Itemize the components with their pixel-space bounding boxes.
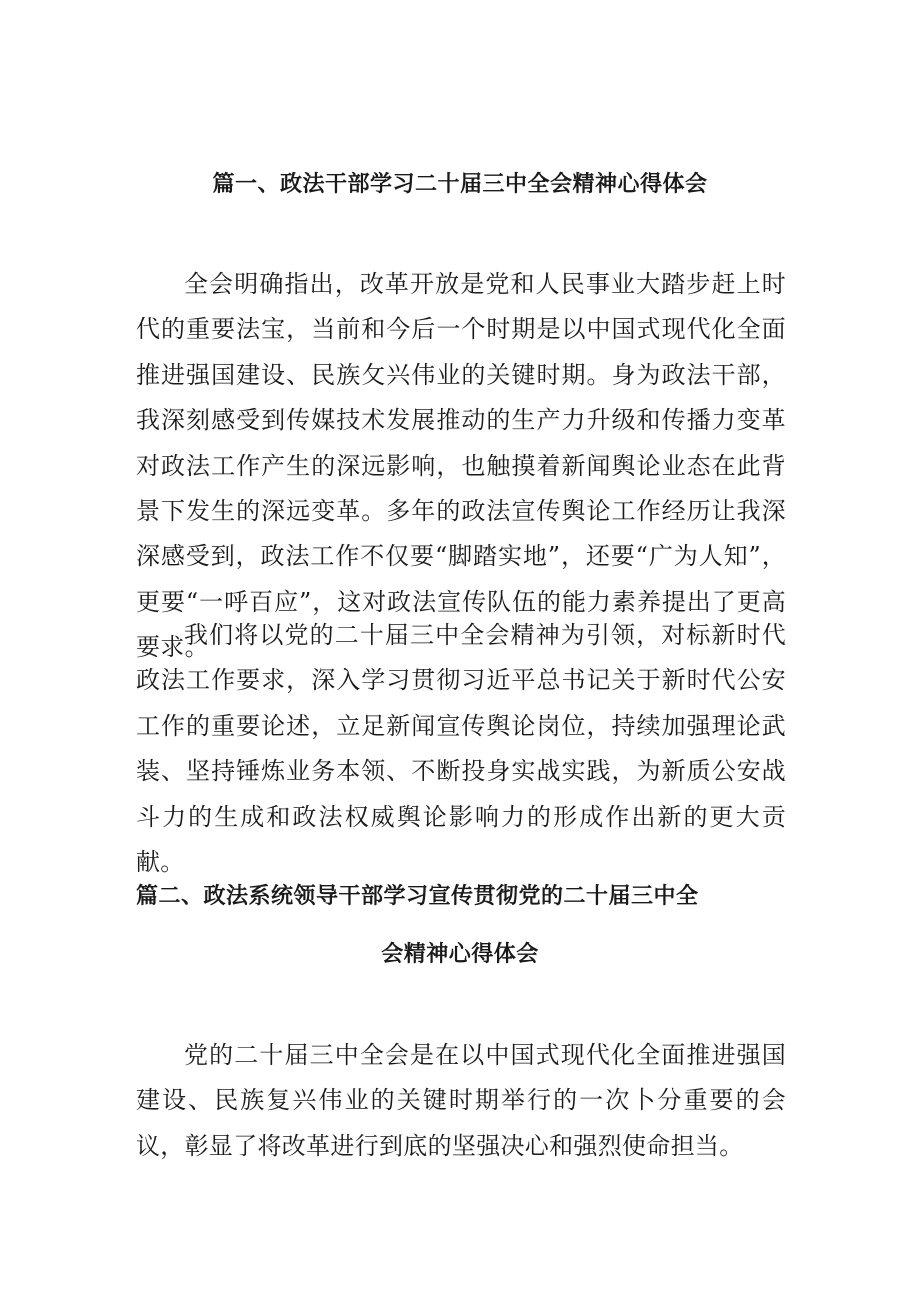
section-1-paragraph-1: 全会明确指出，改革开放是党和人民事业大踏步赶上时代的重要法宝，当前和今后一个时期是以中国式现代化全面推进强国建设、民族攵兴伟业的关键时期。身为政法干部，我深刻感受到传媒技术发展推动的生产力升级和传播力变革对政法工作产生的深远影响，也触摸着新闻舆论业态在此背景下发生的深远变革。多年的政法宣传舆论工作经历让我深深感受到，政法工作不仅要“脚踏实地”，还要“广为人知”，更要“一呼百应”，这对政法宣传队伍的能力素养提出了更高要求。 [136, 270, 786, 662]
section-2-title-line-1: 篇二、政法系统领导干部学习宣传贯彻党的二十届三中全 [136, 883, 699, 909]
section-2-paragraph-1: 党的二十届三中全会是在以中国式现代化全面推进强国建设、民族复兴伟业的关键时期举行的一次卜分重要的会议，彰显了将改革进行到底的坚强决心和强烈使命担当。 [136, 1041, 786, 1160]
section-1-paragraph-2: 我们将以党的二十届三中全会精神为引领，对标新时代政法工作要求，深入学习贯彻习近平总书记关于新时代公安工作的重要论述，立足新闻宣传舆论岗位，持续加强理论武装、坚持锤炼业务本领、不断投身实战实践，为新质公安战斗力的生成和政法权威舆论影响力的形成作出新的更大贡献。 [136, 621, 786, 877]
section-1-title: 篇一、政法干部学习二十届三中全会精神心得体会 [212, 171, 708, 197]
section-2-title-line-2: 会精神心得体会 [381, 941, 539, 967]
